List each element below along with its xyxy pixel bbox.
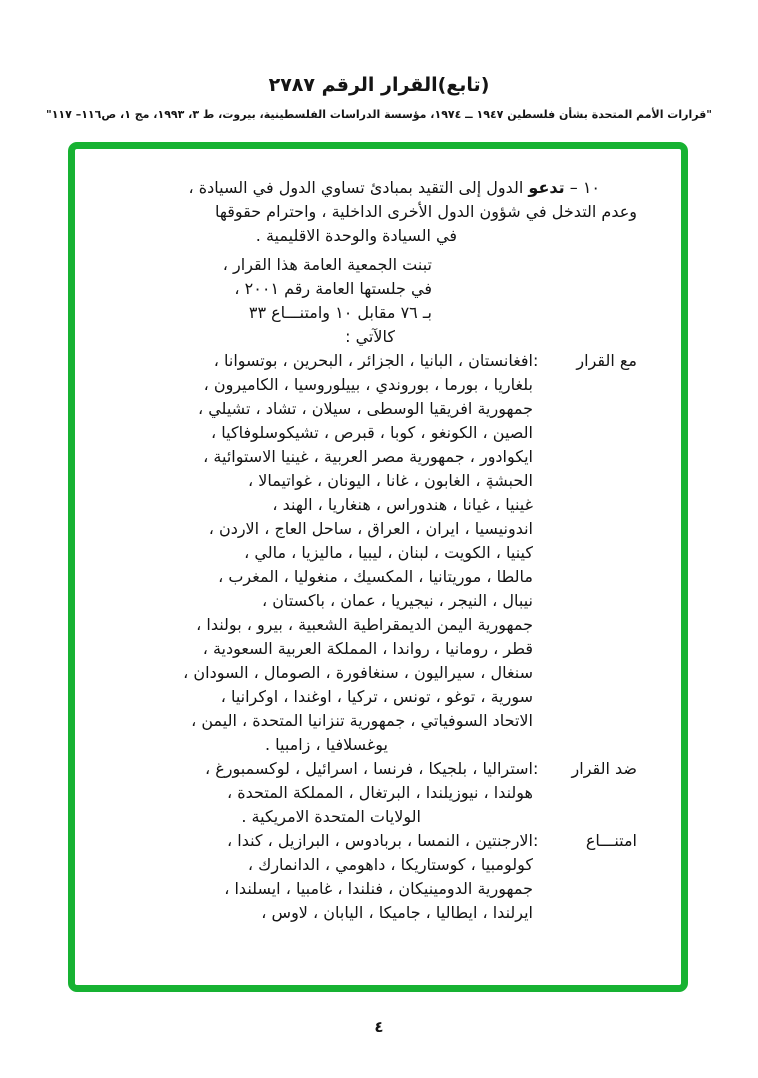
text-line: في السيادة والوحدة الاقليمية . [255,226,457,245]
clause-line1-rest: الدول إلى التقيد بمبادئ تساوي الدول في السيادة ، [188,178,529,197]
text-line: غينيا ، غيانا ، هندوراس ، هنغاريا ، الهند ، [272,495,533,514]
text-line: الاتحاد السوفياتي ، جمهورية تنزانيا المتحدة ، اليمن ، [191,711,533,730]
vote-label [533,757,637,781]
text-line: الحبشة ، الغابون ، غانا ، اليونان ، غواتيمالا ، [248,471,533,490]
vote-section-with [160,349,637,757]
clause-bold-word: تدعو [528,178,565,197]
text-line: مالطا ، موريتانيا ، المكسيك ، منغوليا ، المغرب ، [218,567,533,586]
page-number: ٤ [374,1018,384,1036]
clause-paragraph [160,176,637,248]
text-line: ايرلندا ، ايطاليا ، جاميكا ، اليابان ، لاوس ، [261,903,533,922]
vote-section-abstain [160,829,637,925]
adoption-statement [160,253,637,349]
vote-section-against [160,757,637,829]
source-citation-line: "قرارات الأمم المتحدة بشأن فلسطين ١٩٤٧ ــ ١٩٧٤، مؤسسة الدراسات الفلسطينية، بيروت، ط ٣، ١٩٩٣، مج ١، ص١١٦– ١١٧" [45,108,713,121]
vote-label-text: امتنـــاع [585,831,637,850]
vote-country-list [160,349,533,757]
vote-label-colon: : [533,351,539,370]
vote-country-list [160,757,533,829]
text-line: جمهورية الدومينيكان ، فنلندا ، غامبيا ، ايسلندا ، [224,879,533,898]
text-line: الصين ، الكونغو ، كوبا ، قبرص ، تشيكوسلوفاكيا ، [211,423,533,442]
vote-country-list [160,829,533,925]
text-line: في جلستها العامة رقم ٢٠٠١ ، [234,279,432,298]
vote-label [533,349,637,373]
text-line: الارجنتين ، النمسا ، بربادوس ، البرازيل ، كندا ، [227,831,533,850]
text-line: بلغاريا ، بورما ، بوروندي ، بييلوروسيا ، الكاميرون ، [203,375,533,394]
text-line: استراليا ، بلجيكا ، فرنسا ، اسرائيل ، لوكسمبورغ ، [205,759,533,778]
vote-label-colon: : [533,831,539,850]
text-line: تبنت الجمعية العامة هذا القرار ، [222,255,432,274]
text-line: الولايات المتحدة الامريكية . [241,807,421,826]
text-line: جمهورية اليمن الديمقراطية الشعبية ، بيرو ، بولندا ، [196,615,533,634]
text-line: جمهورية افريقيا الوسطى ، سيلان ، تشاد ، تشيلي ، [197,399,533,418]
vote-label-colon: : [533,759,539,778]
text-line: افغانستان ، البانيا ، الجزائر ، البحرين ، بوتسوانا ، [213,351,533,370]
text-line: كالآتي : [345,327,395,346]
text-line: ايكوادور ، جمهورية مصر العربية ، غينيا الاستوائية ، [203,447,533,466]
text-line [160,176,637,200]
vote-label-text: مع القرار [576,351,637,370]
text-line: هولندا ، نيوزيلندا ، البرتغال ، المملكة المتحدة ، [227,783,533,802]
text-line: نيبال ، النيجر ، نيجيريا ، عمان ، باكستان ، [261,591,533,610]
text-line: بـ ٧٦ مقابل ١٠ وامتنـــاع ٣٣ [248,303,432,322]
vote-label [533,829,637,853]
text-line: وعدم التدخل في شؤون الدول الأخرى الداخلية ، واحترام حقوقها [214,202,637,221]
text-line: كينيا ، الكويت ، لبنان ، ليبيا ، ماليزيا ، مالي ، [244,543,533,562]
resolution-title: (تابع)القرار الرقم ٢٧٨٧ [268,74,490,96]
text-line: سنغال ، سيراليون ، سنغافورة ، الصومال ، السودان ، [183,663,533,682]
clause-number: ١٠ – [564,178,600,197]
vote-label-text: ضد القرار [571,759,637,778]
text-line: كولومبيا ، كوستاريكا ، داهومي ، الدانمارك ، [247,855,533,874]
text-line: سورية ، توغو ، تونس ، تركيا ، اوغندا ، اوكرانيا ، [220,687,533,706]
text-line: يوغسلافيا ، زامبيا . [264,735,388,754]
text-line: اندونيسيا ، ايران ، العراق ، ساحل العاج ، الاردن ، [208,519,533,538]
resolution-body [160,176,637,925]
text-line: قطر ، رومانيا ، رواندا ، المملكة العربية السعودية ، [202,639,533,658]
